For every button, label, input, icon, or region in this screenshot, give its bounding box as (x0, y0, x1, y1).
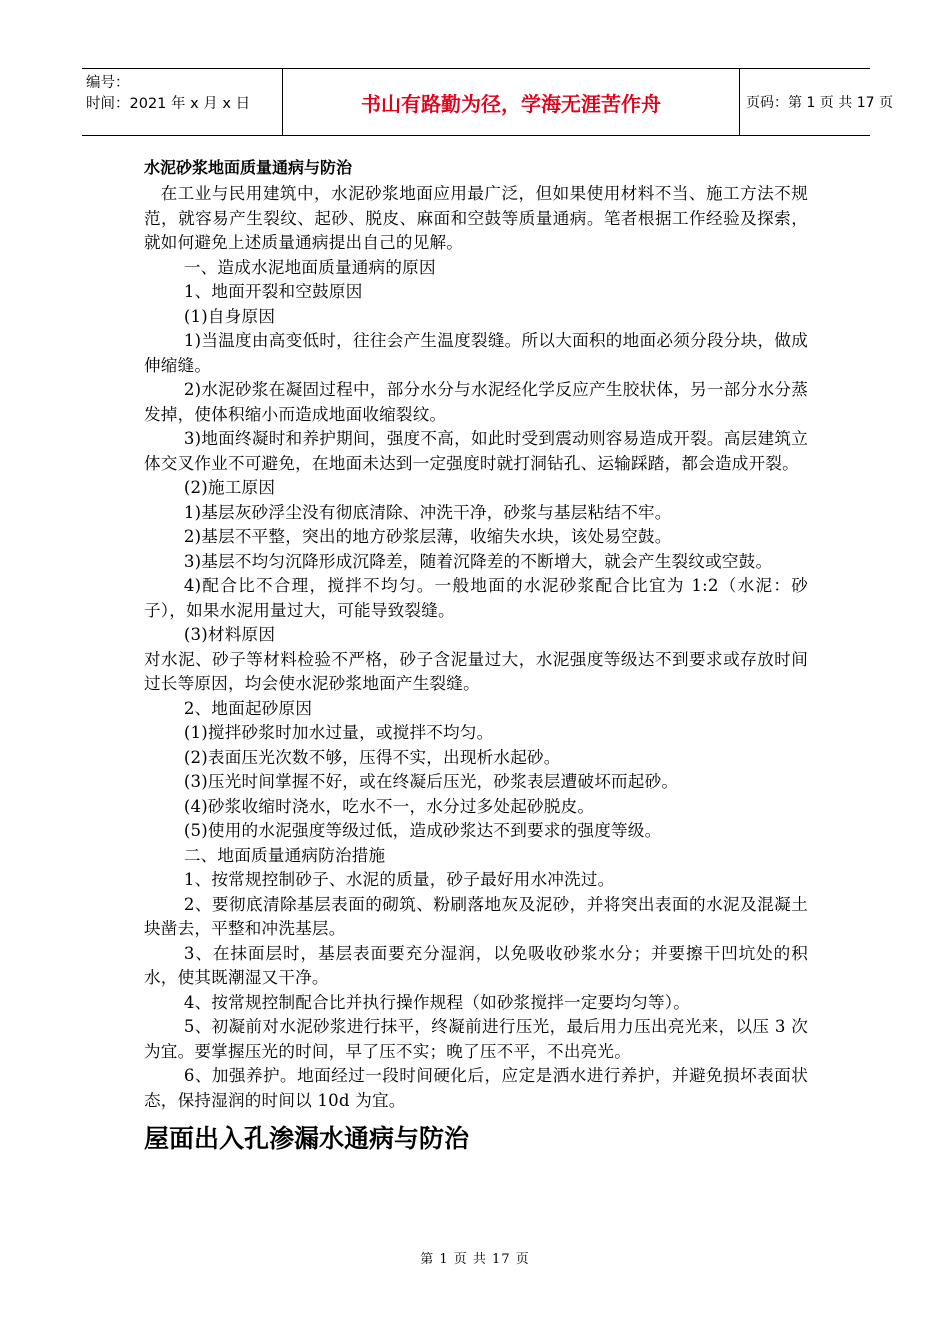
paragraph: 5、初凝前对水泥砂浆进行抹平，终凝前进行压光，最后用力压出亮光来，以压 3 次为宜。要掌握压光的时间，早了压不实；晚了压不平，不出亮光。 (144, 1017, 808, 1061)
document-body (144, 156, 808, 1157)
paragraph: 1、地面开裂和空鼓原因 (183, 282, 363, 301)
header-meta (82, 69, 282, 135)
paragraph: 2、要彻底清除基层表面的砌筑、粉刷落地灰及泥砂，并将突出表面的水泥及混凝土块凿去，平整和冲洗基层。 (144, 894, 808, 938)
header-motto: 书山有路勤为径，学海无涯苦作舟 (282, 69, 740, 135)
paragraph: (3)压光时间掌握不好，或在终凝后压光，砂浆表层遭破坏而起砂。 (183, 772, 679, 791)
paragraph: 4)配合比不合理，搅拌不均匀。一般地面的水泥砂浆配合比宜为 1:2（水泥：砂子），如果水泥用量过大，可能导致裂缝。 (144, 576, 808, 620)
page-footer: 第 1 页 共 17 页 (420, 1252, 530, 1267)
section-title: 屋面出入孔渗漏水通病与防治 (144, 1124, 470, 1153)
paragraph: 1、按常规控制砂子、水泥的质量，砂子最好用水冲洗过。 (183, 870, 615, 889)
paragraph: 1)当温度由高变低时，往往会产生温度裂缝。所以大面积的地面必须分段分块，做成伸缩缝。 (144, 331, 808, 375)
paragraph: 2)基层不平整，突出的地方砂浆层薄，收缩失水块，该处易空鼓。 (183, 527, 672, 546)
document-title: 水泥砂浆地面质量通病与防治 (144, 158, 353, 177)
paragraph: 3、在抹面层时，基层表面要充分湿润，以免吸收砂浆水分；并要擦干凹坑处的积水，使其既潮湿又干净。 (144, 943, 808, 987)
paragraph: 2)水泥砂浆在凝固过程中，部分水分与水泥经化学反应产生胶状体，另一部分水分蒸发掉，使体积缩小而造成地面收缩裂纹。 (144, 380, 808, 424)
paragraph: (5)使用的水泥强度等级过低，造成砂浆达不到要求的强度等级。 (183, 821, 662, 840)
document-time-label: 时间：2021 年 x 月 x 日 (86, 96, 251, 112)
paragraph: 一、造成水泥地面质量通病的原因 (183, 257, 436, 277)
paragraph-list (144, 182, 808, 1113)
paragraph: (2)表面压光次数不够，压得不实，出现析水起砂。 (183, 747, 561, 767)
paragraph: 4、按常规控制配合比并执行操作规程（如砂浆搅拌一定要均匀等）。 (183, 992, 691, 1012)
header-page-info: 页码：第 1 页 共 17 页 (746, 95, 893, 111)
paragraph: (1)自身原因 (183, 306, 276, 326)
paragraph: 2、地面起砂原因 (183, 698, 313, 718)
paragraph: 6、加强养护。地面经过一段时间硬化后，应定是洒水进行养护，并避免损坏表面状态，保持湿润的时间以 10d 为宜。 (144, 1066, 808, 1110)
paragraph: 二、地面质量通病防治措施 (183, 845, 386, 865)
paragraph: (3)材料原因 (183, 625, 276, 644)
document-number-label: 编号： (86, 75, 130, 91)
paragraph: (2)施工原因 (183, 478, 276, 497)
paragraph: (1)搅拌砂浆时加水过量，或搅拌不均匀。 (183, 723, 494, 742)
paragraph: 3)基层不均匀沉降形成沉降差，随着沉降差的不断增大，就会产生裂纹或空鼓。 (183, 551, 773, 571)
paragraph: 在工业与民用建筑中，水泥砂浆地面应用最广泛，但如果使用材料不当、施工方法不规范，就容易产生裂纹、起砂、脱皮、麻面和空鼓等质量通病。笔者根据工作经验及探索，就如何避免上述质量通病提出自己的见解。 (144, 184, 808, 252)
paragraph: 对水泥、砂子等材料检验不严格，砂子含泥量过大，水泥强度等级达不到要求或存放时间过长等原因，均会使水泥砂浆地面产生裂缝。 (144, 649, 808, 693)
paragraph: 1)基层灰砂浮尘没有彻底清除、冲洗干净，砂浆与基层粘结不牢。 (183, 502, 672, 522)
paragraph: 3)地面终凝时和养护期间，强度不高，如此时受到震动则容易造成开裂。高层建筑立体交叉作业不可避免，在地面未达到一定强度时就打洞钻孔、运输踩踏，都会造成开裂。 (144, 429, 808, 473)
page-header (82, 68, 893, 136)
paragraph: (4)砂浆收缩时浇水，吃水不一，水分过多处起砂脱皮。 (183, 796, 595, 816)
